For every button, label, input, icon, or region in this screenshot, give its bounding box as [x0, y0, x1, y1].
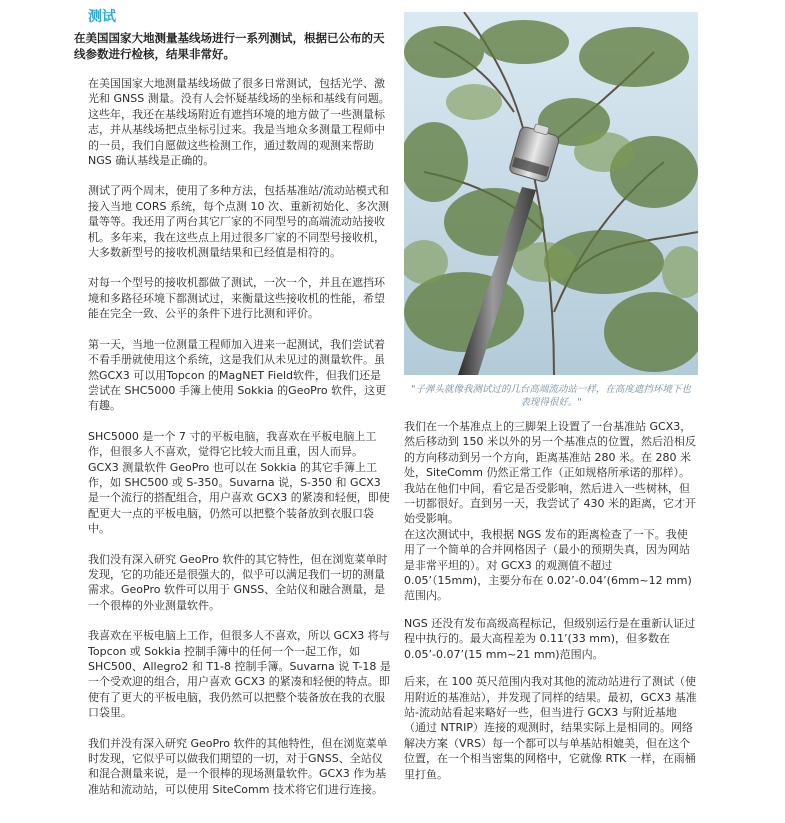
paragraph: 测试了两个周末，使用了多种方法，包括基准站/流动站模式和接入当地 CORS 系统，每个点测 10 次、重新初始化、多次测量等等。我还用了两台其它厂家的不同型号的高端流动站接收机。多年来，我在这些点上用过很多厂家的不同型号接收机，大多数新型号的接收机测量结果和已经值是相符的。: [88, 184, 389, 260]
paragraph: 我们在一个基准点上的三脚架上设置了一台基准站 GCX3，然后移动到 150 米以外的另一个基准点的位置，然后沿相反的方向移动到另一个方向，距离基准站 280 米。在 280 米处，SiteComm 仍然正常工作（正如规格所承诺的那样）。我站在他们中间，看它是否受影响，然后进入一些树林，但一切都很好。直到另一天，我尝试了 430 米的距离，它才开始受影响。 在这次测试中，我根据 NGS 发布的距离检查了一下。我使用了一个简单的合并网格因子（最小的预期失真，因为网站是非常平坦的）。对 GCX3 的观测值不超过 0.05’（15mm)，主要分布在 0.02’-0.04’(6mm~12 mm)范围内。: [404, 420, 696, 603]
right-body: [404, 419, 698, 782]
left-body: [74, 76, 392, 797]
gnss-receiver-photo: [404, 12, 698, 375]
paragraph: 对每一个型号的接收机都做了测试，一次一个，并且在遮挡环境和多路径环境下都测试过，来衡量这些接收机的性能，希望能在完全一致、公平的条件下进行比测和评价。: [88, 276, 385, 321]
lead-paragraph: 在美国国家大地测量基线场进行一系列测试，根据已公布的天线参数进行检核，结果非常好。: [74, 31, 385, 61]
left-column: [74, 8, 392, 812]
paragraph: 在美国国家大地测量基线场做了很多日常测试，包括光学、激光和 GNSS 测量。没有人会怀疑基线场的坐标和基线有问题。这些年，我还在基线场附近有遮挡环境的地方做了一些测量标志，并从基线场把点坐标引过来。我是当地众多测量工程师中的一员，我们自愿做这些检测工作，通过数周的观测来帮助 NGS 确认基线是正确的。: [88, 77, 390, 168]
tree-and-pole-illustration: [404, 12, 698, 375]
right-column: [404, 12, 698, 794]
paragraph: SHC5000 是一个 7 寸的平板电脑，我喜欢在平板电脑上工作，但很多人不喜欢，觉得它比较大而且重，因人而异。GCX3 测量软件 GeoPro 也可以在 Sokkia 的其它手簿上工作，如 SHC500 或 S-350。Suvarna 说，S-350 和 GCX3 是一个流行的搭配组合，用户喜欢 GCX3 的紧凑和轻便，即使配更大一点的平板电脑，仍然可以把整个装备放到衣服口袋中。: [88, 429, 390, 536]
paragraph: NGS 还没有发布高级高程标记，但级别运行是在重新认证过程中执行的。最大高程差为 0.11’(33 mm)，但多数在 0.05’-0.07’(15 mm~21 mm)范围内。: [404, 616, 696, 661]
section-title: 测试: [88, 9, 116, 25]
paragraph: 后来，在 100 英尺范围内我对其他的流动站进行了测试（使用附近的基准站），并发现了同样的结果。最初，GCX3 基准站-流动站看起来略好一些，但当进行 GCX3 与附近基地（通过 NTRIP）连接的观测时，结果实际上是相同的。网络解决方案（VRS）每一个都可以与单基站相媲美，但在这个位置，在一个相当密集的网格中，它就像 RTK 一样，在雨桶里打鱼。: [404, 675, 697, 781]
paragraph: 第一天，当地一位测量工程师加入进来一起测试，我们尝试着不看手册就使用这个系统，这是我们从未见过的测量软件。虽然GCX3 可以用Topcon 的MagNET Field软件，但我们还是尝试在 SHC5000 手簿上使用 Sokkia 的GeoPro 软件，这更有趣。: [88, 337, 387, 413]
photo-caption: "子弹头就像我测试过的几台高端流动站一样，在高度遮挡环境下也表现得很好。": [411, 384, 691, 408]
paragraph: 我喜欢在平板电脑上工作，但很多人不喜欢，所以 GCX3 将与 Topcon 或 Sokkia 控制手簿中的任何一个一起工作，如SHC500、Allegro2 和 T1-8 控制手簿。Suvarna 说 T-18 是一个受欢迎的组合，用户喜欢 GCX3 的紧凑和轻便的特点。即使有了更大的平板电脑，我仍然可以把整个装备放在我的衣服口袋里。: [88, 629, 391, 720]
paragraph: 我们没有深入研究 GeoPro 软件的其它特性，但在浏览菜单时发现，它的功能还是很强大的，似乎可以满足我们一切的测量需求。GeoPro 软件可以用于 GNSS、全站仪和融合测量，是一个很棒的外业测量软件。: [88, 552, 388, 612]
paragraph: 我们并没有深入研究 GeoPro 软件的其他特性，但在浏览菜单时发现，它似乎可以做我们期望的一切，对于GNSS、全站仪和混合测量来说，是一个很棒的现场测量软件。GCX3 作为基准站和流动站，可以使用 SiteComm 技术将它们进行连接。: [88, 736, 388, 796]
